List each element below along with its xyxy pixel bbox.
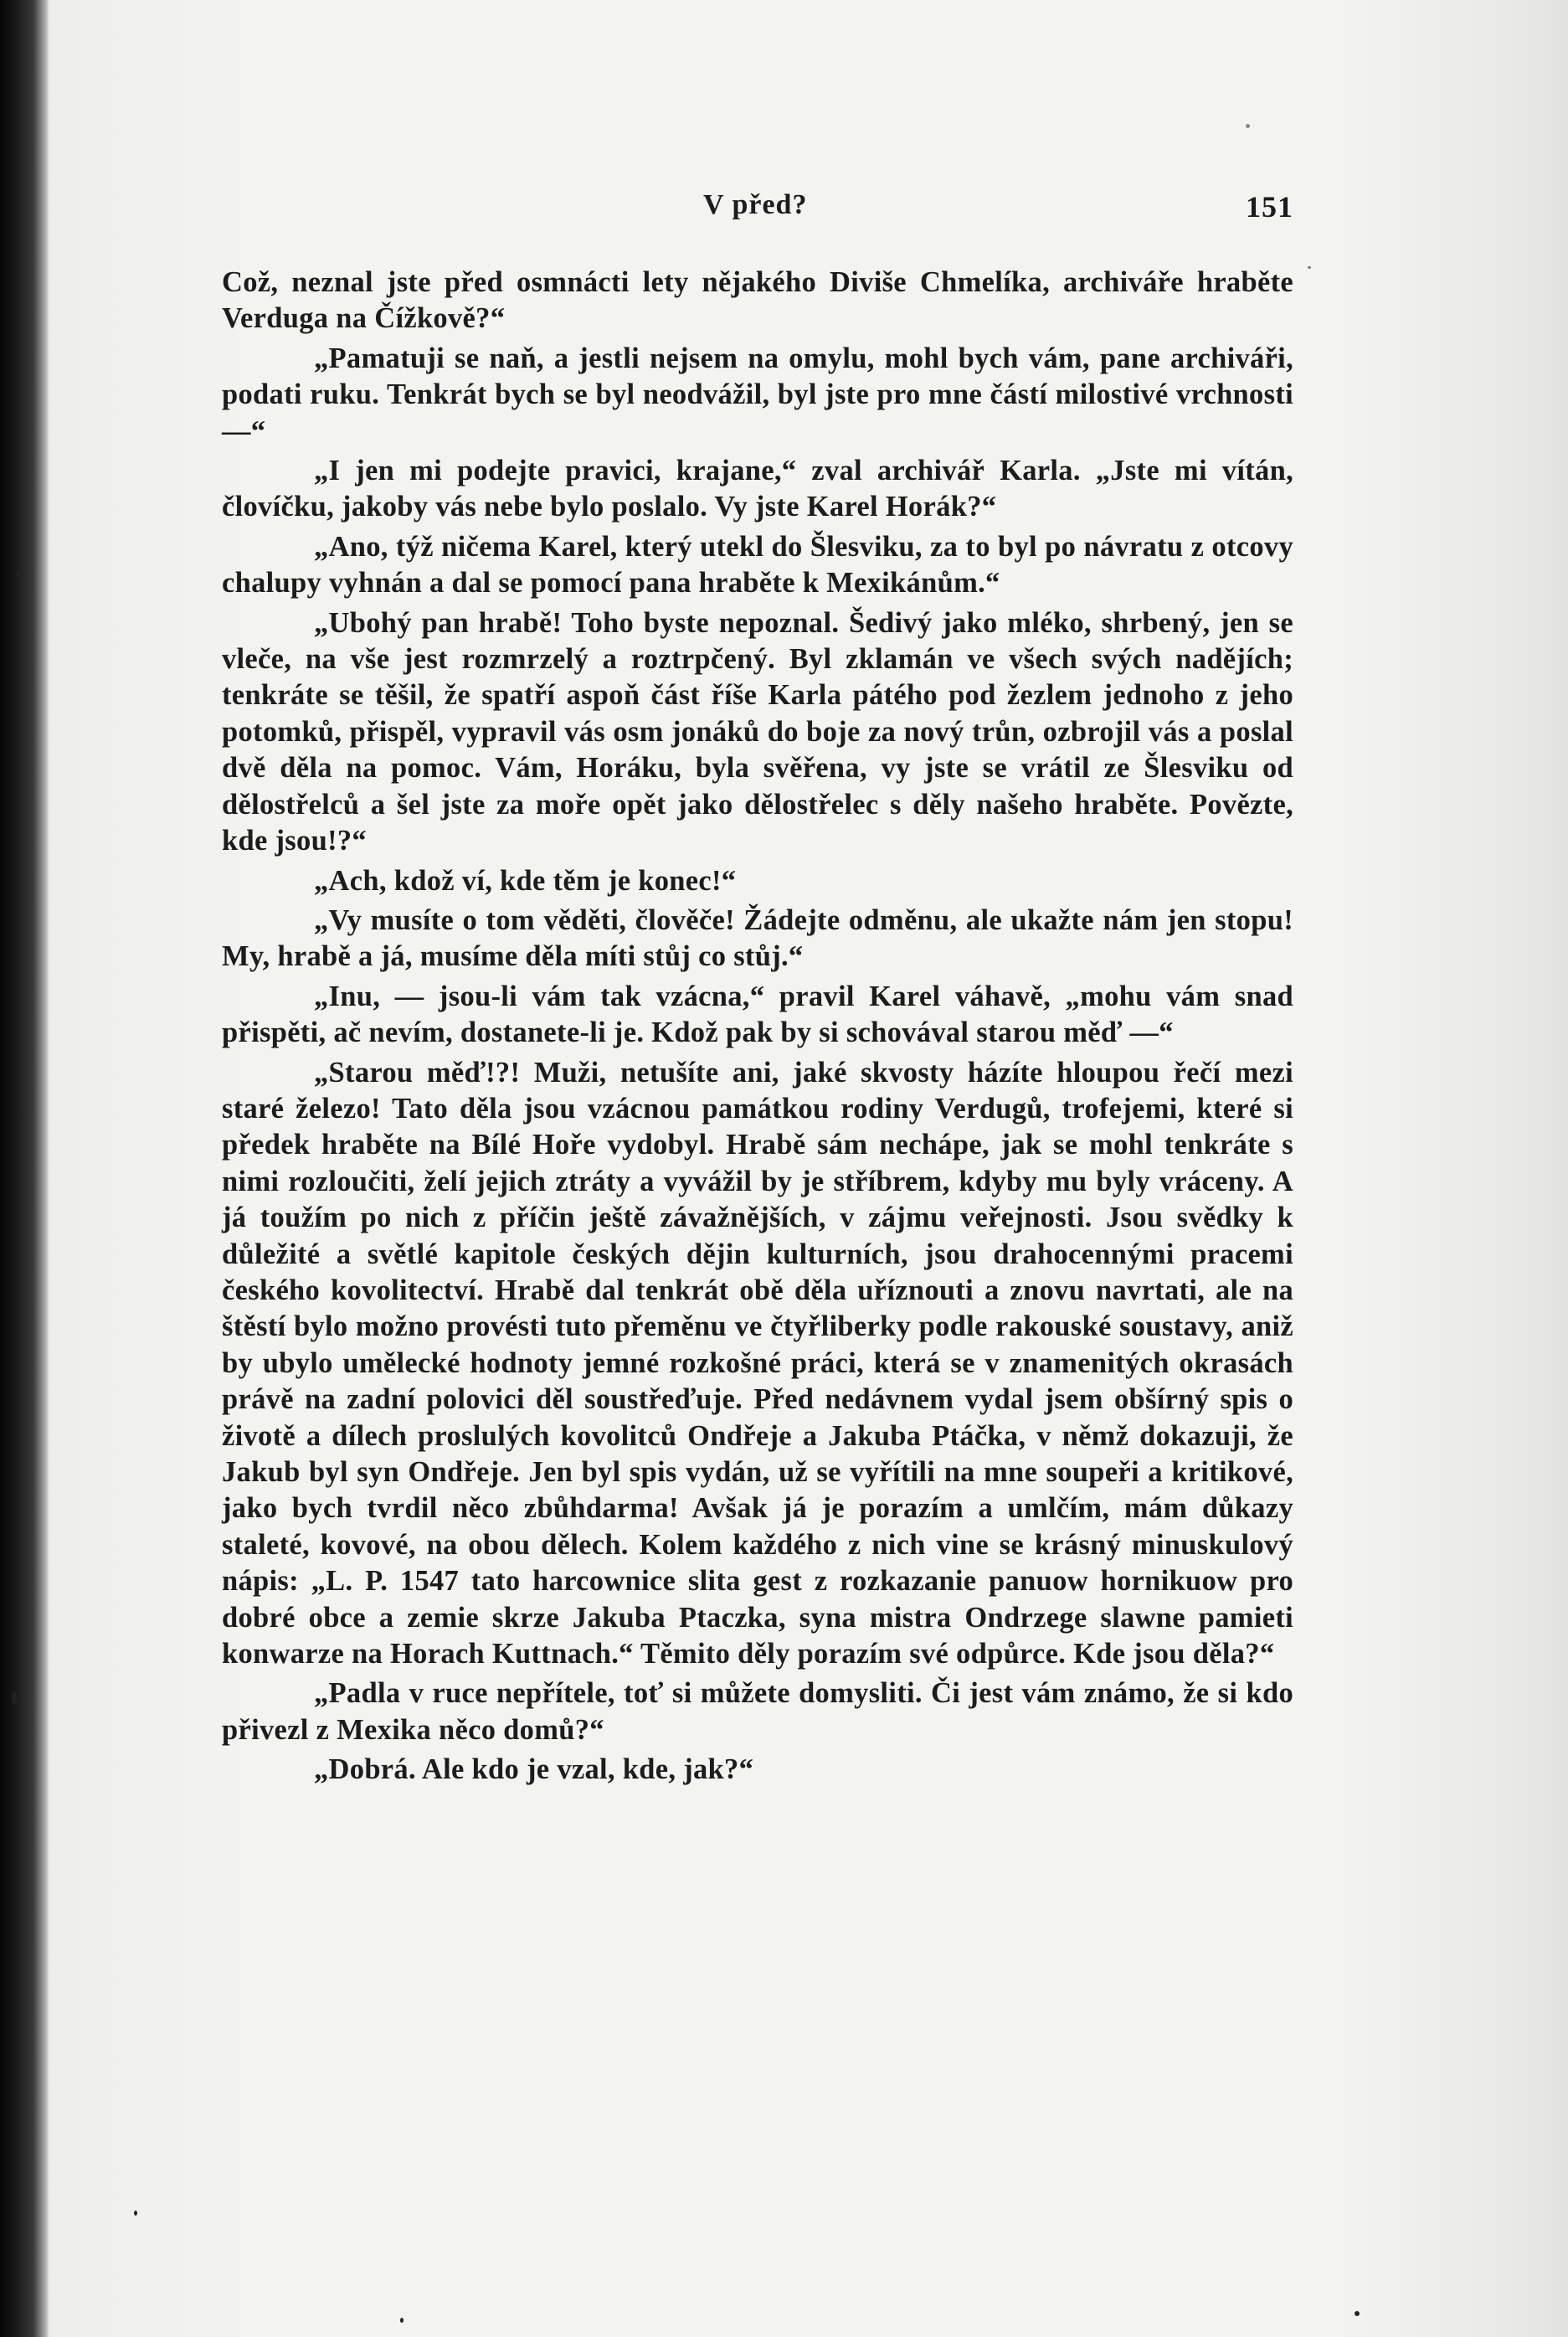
paragraph: „Dobrá. Ale kdo je vzal, kde, jak?“: [314, 1753, 754, 1786]
paragraph: „Starou měď!?! Muži, netušíte ani, jaké skvosty házíte hloupou řečí mezi staré železo! Tato děla jsou vzácnou památkou rodiny Verdugů, trofejemi, které si předek hraběte na Bílé Hoře vydobyl. Hrabě sám nechápe, jak se mohl tenkráte s nimi rozloučiti, želí jejich ztráty a vyvážil by je stříbrem, kdyby mu byly vráceny. A já toužím po nich z příčin ještě závažnějších, v zájmu veřejnosti. Jsou svědky k důležité a světlé kapitole českých dějin kulturních, jsou drahocennými pracemi českého kovolitectví. Hrabě dal tenkrát obě děla uříznouti a znovu navrtati, ale na štěstí bylo možno provésti tuto přeměnu ve čtyřliberky podle rakouské soustavy, aniž by ubylo umělecké hodnoty jemné rozkošné práci, která se v znamenitých okrasách právě na zadní polovici děl soustřeďuje. Před nedávnem vydal jsem obšírný spis o životě a dílech proslulých kovolitců Ondřeje a Jakuba Ptáčka, v němž dokazuji, že Jakub byl syn Ondřeje. Jen byl spis vydán, už se vyřítili na mne soupeři a kritikové, jako bych tvrdil něco zbůhdarma! Avšak já je porazím a umlčím, mám důkazy staleté, kovové, na obou dělech. Kolem každého z nich vine se krásný minuskulový nápis: „L. P. 1547 tato harcownice slita gest z rozkazanie panuow hornikuow pro dobré obce a zemie skrze Jakuba Ptaczka, syna mistra Ondrzege slawne pamieti konwarze na Horach Kuttnach.“ Těmito děly porazím své odpůrce. Kde jsou děla?“: [222, 1056, 1293, 1670]
paragraph: „Ach, kdož ví, kde těm je konec!“: [314, 864, 737, 897]
page-header: [222, 184, 1293, 234]
page-number: 151: [1246, 190, 1293, 224]
paragraph: „Padla v ruce nepřítele, toť si můžete domysliti. Či jest vám známo, že si kdo přivezl z Mexika něco domů?“: [222, 1677, 1293, 1746]
body-text: [222, 265, 1293, 1789]
paragraph: „Inu, — jsou-li vám tak vzácna,“ pravil Karel váhavě, „mohu vám snad přispěti, ač nevím, dostanete-li je. Kdož pak by si schovával starou měď —“: [222, 980, 1293, 1049]
book-binding-edge: [0, 0, 49, 2337]
paragraph: „Ano, týž ničema Karel, který utekl do Šlesviku, za to byl po návratu z otcovy chalupy vyhnán a dal se pomocí pana hraběte k Mexikánům.“: [222, 530, 1293, 600]
paragraph: Což, neznal jste před osmnácti lety nějakého Diviše Chmelíka, archiváře hraběte Verduga na Čížkově?“: [222, 266, 1293, 335]
paragraph: „Pamatuji se naň, a jestli nejsem na omylu, mohl bych vám, pane archiváři, podati ruku. Tenkrát bych se byl neodvážil, byl jste pro mne částí milostivé vrchnosti —“: [222, 342, 1293, 447]
scan-speck: [1308, 266, 1311, 269]
scan-speck: [1355, 2311, 1360, 2316]
scan-speck: [1246, 124, 1250, 128]
paragraph: „Vy musíte o tom věděti, člověče! Žádejte odměnu, ale ukažte nám jen stopu! My, hrabě a já, musíme děla míti stůj co stůj.“: [222, 903, 1293, 973]
scan-speck: [17, 569, 22, 578]
paragraph: „I jen mi podejte pravici, krajane,“ zval archivář Karla. „Jste mi vítán, človíčku, jakoby vás nebe bylo poslalo. Vy jste Karel Horák?“: [222, 455, 1293, 523]
scan-speck: [12, 1691, 17, 1705]
scan-speck: [400, 2318, 404, 2323]
paragraph: „Ubohý pan hrabě! Toho byste nepoznal. Šedivý jako mléko, shrbený, jen se vleče, na vše jest rozmrzelý a roztrpčený. Byl zklamán ve všech svých nadějích; tenkráte se těšil, že spatří aspoň část říše Karla pátého pod žezlem jednoho z jeho potomků, přispěl, vypravil vás osm jonáků do boje za nový trůn, ozbrojil vás a poslal dvě děla na pomoc. Vám, Horáku, byla svěřena, vy jste se vrátil ze Šlesviku od dělostřelců a šel jste za moře opět jako dělostřelec s děly našeho hraběte. Povězte, kde jsou!?“: [222, 606, 1293, 857]
book-page: [222, 184, 1293, 1792]
scan-speck: [134, 2211, 137, 2216]
scan-speck: [18, 1114, 23, 1125]
running-title: V před?: [703, 189, 808, 220]
